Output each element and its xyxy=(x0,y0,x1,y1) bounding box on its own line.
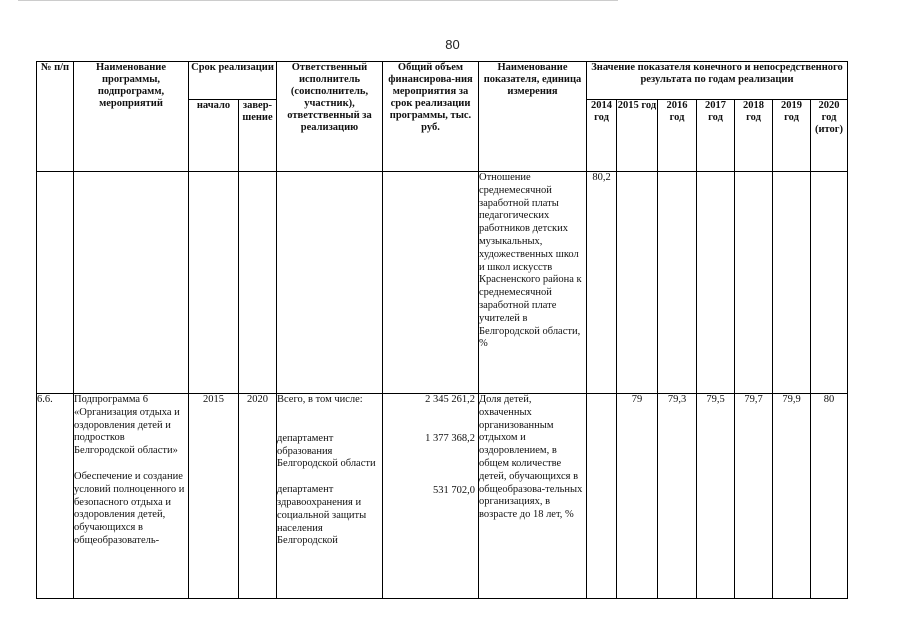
cell-value-2019 xyxy=(773,172,811,394)
cell-number: 6.6. xyxy=(37,394,74,599)
cell-value-2016: 79,3 xyxy=(658,394,697,599)
cell-finance xyxy=(383,172,479,394)
header-year-2015: 2015 год xyxy=(617,100,658,172)
cell-value-2017 xyxy=(697,172,735,394)
header-number: № п/п xyxy=(37,62,74,172)
spacer xyxy=(383,472,478,485)
cell-value-2014 xyxy=(587,394,617,599)
cell-value-2017: 79,5 xyxy=(697,394,735,599)
spacer xyxy=(383,446,478,472)
header-year-2020: 2020 год (итог) xyxy=(811,100,848,172)
subprogram-task: Обеспечение и создание условий полноценного и безопасного отдыха и оздоровления детей, обучающихся в общеобразователь- xyxy=(74,470,185,546)
cell-indicator: Отношение среднемесячной заработной платы педагогических работников детских музыкальных, художественных школ и школ искусств Красненского района к среднемесячной заработной плате учителей в Белгородской области, % xyxy=(479,172,587,394)
cell-value-2020: 80 xyxy=(811,394,848,599)
page-number: 80 xyxy=(445,37,460,52)
cell-executor xyxy=(277,172,383,394)
subprogram-title: Подпрограмма 6 «Организация отдыха и оздоровления детей и подростков Белгородской области» xyxy=(74,394,180,457)
executor-health: департамент здравоохранения и социальной защиты населения Белгородской xyxy=(277,484,367,547)
header-term: Срок реализации xyxy=(189,62,277,100)
header-row-1 xyxy=(37,62,848,100)
cell-indicator: Доля детей, охваченных организованным отдыхом и оздоровлением, в общем количестве детей, обучающихся в общеобразова-тельных организациях, в возрасте до 18 лет, % xyxy=(479,394,587,599)
cell-value-2018: 79,7 xyxy=(735,394,773,599)
table-row xyxy=(37,172,848,394)
cell-value-2020 xyxy=(811,172,848,394)
cell-name xyxy=(74,172,189,394)
header-name: Наименование программы, подпрограмм, мероприятий xyxy=(74,62,189,172)
finance-education: 1 377 368,2 xyxy=(425,432,475,444)
scan-edge-line xyxy=(18,0,618,1)
table-row xyxy=(37,394,848,599)
header-year-2017: 2017 год xyxy=(697,100,735,172)
executor-total: Всего, в том числе: xyxy=(277,394,363,405)
header-finance: Общий объем финансирова-ния мероприятия за срок реализации программы, тыс. руб. xyxy=(383,62,479,172)
header-start: начало xyxy=(189,100,239,172)
finance-total: 2 345 261,2 xyxy=(425,394,475,405)
cell-start xyxy=(189,172,239,394)
cell-value-2019: 79,9 xyxy=(773,394,811,599)
program-table xyxy=(36,61,848,599)
cell-end: 2020 xyxy=(239,394,277,599)
finance-health: 531 702,0 xyxy=(433,484,475,496)
cell-value-2015 xyxy=(617,172,658,394)
cell-start: 2015 xyxy=(189,394,239,599)
header-indicator: Наименование показателя, единица измерения xyxy=(479,62,587,172)
cell-value-2014: 80,2 xyxy=(587,172,617,394)
header-executor: Ответственный исполнитель (соисполнитель, участник), ответственный за реализацию xyxy=(277,62,383,172)
header-year-2016: 2016 год xyxy=(658,100,697,172)
cell-value-2016 xyxy=(658,172,697,394)
header-end: завер-шение xyxy=(239,100,277,172)
header-year-2019: 2019 год xyxy=(773,100,811,172)
cell-finance xyxy=(383,394,479,599)
header-year-2018: 2018 год xyxy=(735,100,773,172)
spacer xyxy=(277,407,382,433)
cell-number xyxy=(37,172,74,394)
header-values: Значение показателя конечного и непосредственного результата по годам реализации xyxy=(587,62,848,100)
cell-executor xyxy=(277,394,383,599)
spacer xyxy=(277,471,382,484)
spacer xyxy=(383,407,478,433)
cell-value-2015: 79 xyxy=(617,394,658,599)
header-year-2014: 2014 год xyxy=(587,100,617,172)
executor-education: департамент образования Белгородской области xyxy=(277,432,376,470)
cell-end xyxy=(239,172,277,394)
cell-value-2018 xyxy=(735,172,773,394)
spacer xyxy=(74,458,188,471)
cell-name xyxy=(74,394,189,599)
